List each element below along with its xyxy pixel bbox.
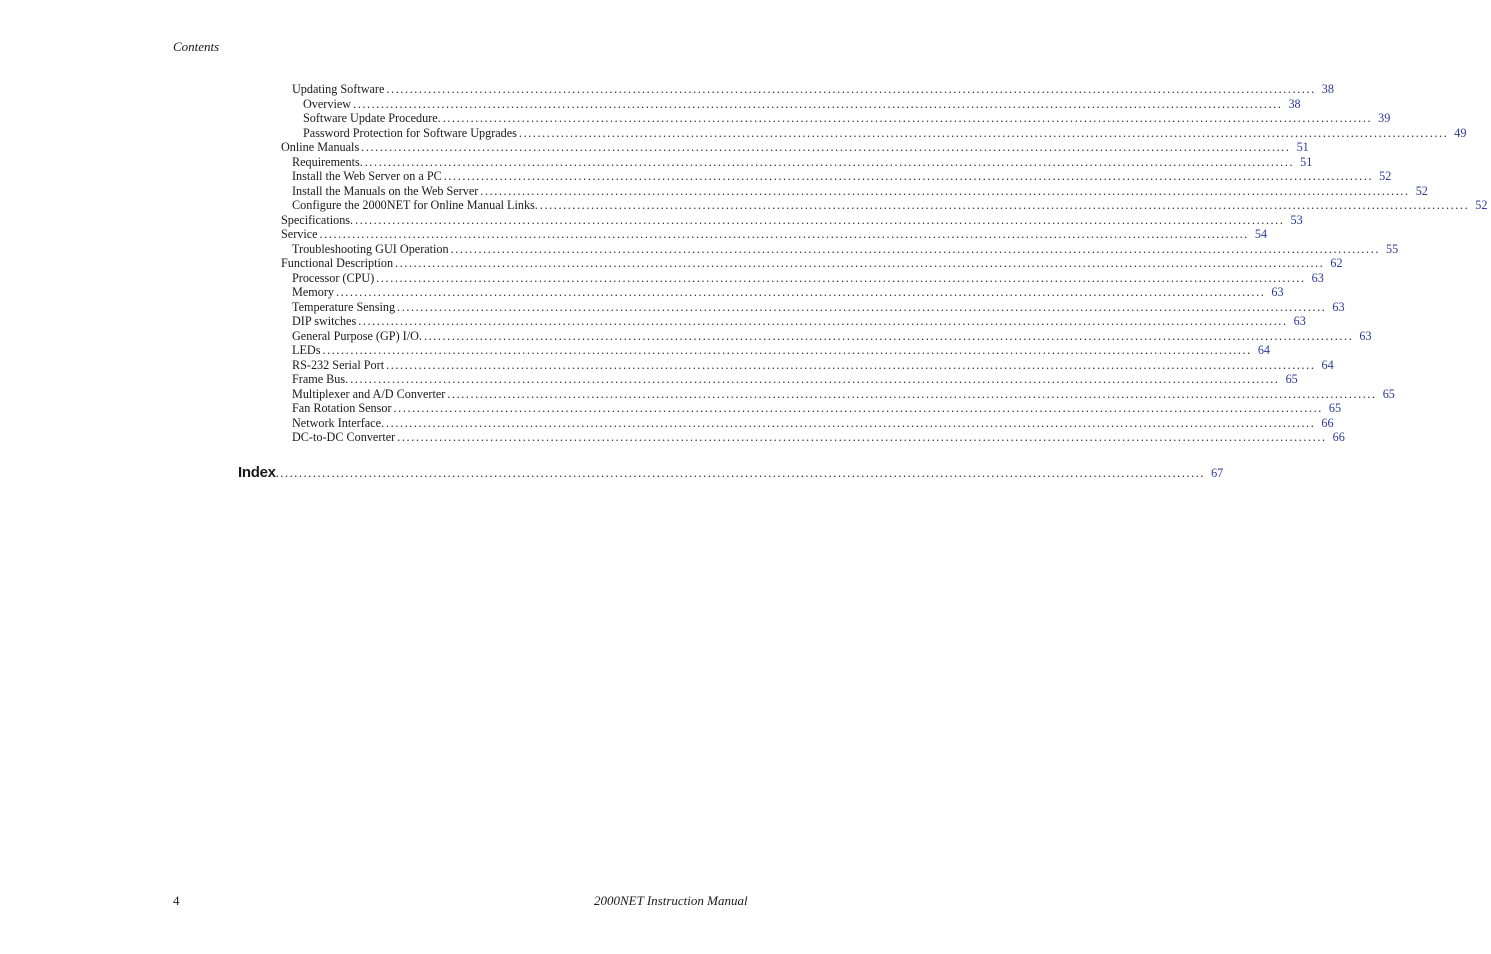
dot-leader: ........................................................................................................................................................................................................ bbox=[361, 140, 1291, 154]
toc-entry-index[interactable] bbox=[238, 464, 1224, 484]
toc-entry-title: Memory bbox=[292, 285, 334, 299]
toc-page-link[interactable]: 52 bbox=[1379, 169, 1392, 183]
toc-entry-title: Functional Description bbox=[281, 256, 394, 270]
toc-entry[interactable] bbox=[292, 328, 1372, 344]
toc-entry-title: Overview bbox=[303, 96, 352, 111]
toc-page-link[interactable]: 55 bbox=[1386, 241, 1399, 256]
dot-leader: ........................................................................................................................................................................................................ bbox=[386, 415, 1316, 430]
toc-page-link[interactable]: 65 bbox=[1382, 386, 1395, 401]
toc-entry-title: Frame Bus. bbox=[292, 372, 349, 386]
page-number: 4 bbox=[173, 893, 180, 908]
toc-entry[interactable] bbox=[292, 198, 1488, 213]
toc-entry-title: Updating Software bbox=[292, 82, 385, 96]
toc-page-link[interactable]: 53 bbox=[1290, 212, 1303, 227]
toc-entry[interactable] bbox=[292, 386, 1395, 402]
toc-entry[interactable] bbox=[281, 227, 1268, 242]
toc-entry[interactable] bbox=[281, 256, 1343, 271]
dot-leader: ........................................................................................................................................................................................................ bbox=[386, 357, 1316, 372]
toc-entry[interactable] bbox=[292, 183, 1428, 199]
toc-entry[interactable] bbox=[303, 125, 1467, 141]
toc-entry-title: DIP switches bbox=[292, 314, 357, 328]
toc-page-link[interactable]: 38 bbox=[1288, 96, 1301, 111]
dot-leader: ........................................................................................................................................................................................................ bbox=[397, 430, 1327, 444]
toc-entry-title: Temperature Sensing bbox=[292, 299, 396, 314]
dot-leader: ........................................................................................................................................................................................................ bbox=[480, 183, 1410, 198]
toc-page-link[interactable]: 66 bbox=[1332, 430, 1345, 444]
toc-entry-title: DC-to-DC Converter bbox=[292, 430, 396, 444]
dot-leader: ........................................................................................................................................................................................................ bbox=[350, 372, 1280, 386]
toc-entry[interactable] bbox=[292, 343, 1270, 358]
dot-leader: ........................................................................................................................................................................................................ bbox=[397, 299, 1327, 314]
toc-entry-title: Install the Web Server on a PC bbox=[292, 169, 442, 183]
dot-leader: ........................................................................................................................................................................................................ bbox=[275, 466, 1206, 480]
dot-leader: ........................................................................................................................................................................................................ bbox=[364, 154, 1295, 169]
toc-entry-title: Software Update Procedure. bbox=[303, 111, 441, 125]
dot-leader: ........................................................................................................................................................................................................ bbox=[518, 125, 1449, 140]
toc-entry[interactable] bbox=[303, 111, 1391, 126]
toc-page-link[interactable]: 62 bbox=[1330, 256, 1343, 270]
toc-page-link[interactable]: 38 bbox=[1321, 82, 1334, 96]
toc-entry-title: Processor (CPU) bbox=[292, 270, 375, 285]
toc-entry[interactable] bbox=[281, 212, 1303, 228]
toc-page-link[interactable]: 66 bbox=[1321, 415, 1334, 430]
toc-page-link[interactable]: 39 bbox=[1378, 111, 1391, 125]
toc-entry[interactable] bbox=[292, 415, 1334, 431]
dot-leader: ........................................................................................................................................................................................................ bbox=[447, 386, 1377, 401]
toc-page-link[interactable]: 63 bbox=[1332, 299, 1345, 314]
dot-leader: ........................................................................................................................................................................................................ bbox=[319, 227, 1249, 241]
toc-entry[interactable] bbox=[292, 285, 1284, 300]
toc-entry[interactable] bbox=[292, 314, 1306, 329]
toc-entry-title: Online Manuals bbox=[281, 140, 360, 154]
dot-leader: ........................................................................................................................................................................................................ bbox=[423, 328, 1354, 343]
toc-page-link[interactable]: 51 bbox=[1300, 154, 1313, 169]
dot-leader: ........................................................................................................................................................................................................ bbox=[443, 169, 1374, 183]
dot-leader: ........................................................................................................................................................................................................ bbox=[335, 285, 1266, 299]
dot-leader: ........................................................................................................................................................................................................ bbox=[539, 198, 1470, 212]
toc-entry[interactable] bbox=[292, 357, 1334, 373]
toc-entry-title: Troubleshooting GUI Operation bbox=[292, 241, 449, 256]
toc-page-link[interactable]: 52 bbox=[1475, 198, 1488, 212]
dot-leader: ........................................................................................................................................................................................................ bbox=[395, 256, 1325, 270]
toc-page-link[interactable]: 65 bbox=[1285, 372, 1298, 386]
toc-page-link[interactable]: 49 bbox=[1454, 125, 1467, 140]
toc-page-link[interactable]: 52 bbox=[1415, 183, 1428, 198]
toc-page-link[interactable]: 63 bbox=[1311, 270, 1324, 285]
toc-entry[interactable] bbox=[292, 372, 1298, 387]
toc-page-link[interactable]: 64 bbox=[1257, 343, 1270, 357]
toc-entry[interactable] bbox=[292, 241, 1399, 257]
dot-leader: ........................................................................................................................................................................................................ bbox=[358, 314, 1288, 328]
toc-entry[interactable] bbox=[281, 140, 1309, 155]
toc-entry-title: Requirements. bbox=[292, 154, 363, 169]
toc-entry[interactable] bbox=[292, 270, 1324, 286]
toc-entry-title: Network Interface. bbox=[292, 415, 385, 430]
toc-entry[interactable] bbox=[292, 430, 1345, 445]
dot-leader: ........................................................................................................................................................................................................ bbox=[386, 82, 1316, 96]
toc-entry-title: Multiplexer and A/D Converter bbox=[292, 386, 446, 401]
toc-entry-title: Fan Rotation Sensor bbox=[292, 401, 392, 415]
toc-entry-title: General Purpose (GP) I/O. bbox=[292, 328, 422, 343]
toc-entry-title: Install the Manuals on the Web Server bbox=[292, 183, 479, 198]
toc-entry-title: LEDs bbox=[292, 343, 321, 357]
dot-leader: ........................................................................................................................................................................................................ bbox=[442, 111, 1373, 125]
toc-entry-title: Index bbox=[238, 464, 276, 481]
toc-entry-title: Service bbox=[281, 227, 318, 241]
toc-entry[interactable] bbox=[292, 401, 1342, 416]
toc-page-link[interactable]: 54 bbox=[1254, 227, 1268, 241]
toc-page-link[interactable]: 65 bbox=[1328, 401, 1342, 415]
dot-leader: ........................................................................................................................................................................................................ bbox=[353, 96, 1283, 111]
toc-entry[interactable] bbox=[303, 96, 1301, 112]
toc-entry[interactable] bbox=[292, 299, 1345, 315]
toc-entry[interactable] bbox=[292, 82, 1334, 97]
dot-leader: ........................................................................................................................................................................................................ bbox=[322, 343, 1252, 357]
toc-page-link[interactable]: 67 bbox=[1211, 466, 1224, 480]
dot-leader: ........................................................................................................................................................................................................ bbox=[376, 270, 1306, 285]
manual-title: 2000NET Instruction Manual bbox=[594, 893, 748, 908]
toc-page-link[interactable]: 64 bbox=[1321, 357, 1334, 372]
running-header: Contents bbox=[173, 39, 220, 54]
toc-page-link[interactable]: 63 bbox=[1271, 285, 1284, 299]
toc-page-link[interactable]: 63 bbox=[1359, 328, 1372, 343]
dot-leader: ........................................................................................................................................................................................................ bbox=[355, 212, 1285, 227]
toc-entry-title: RS-232 Serial Port bbox=[292, 357, 385, 372]
dot-leader: ........................................................................................................................................................................................................ bbox=[393, 401, 1323, 415]
toc-entry-title: Password Protection for Software Upgrades bbox=[303, 125, 517, 140]
toc-entry[interactable] bbox=[292, 169, 1392, 184]
toc-entry-title: Configure the 2000NET for Online Manual Links. bbox=[292, 198, 538, 212]
toc-page-link[interactable]: 63 bbox=[1293, 314, 1306, 328]
toc-page-link[interactable]: 51 bbox=[1296, 140, 1309, 154]
dot-leader: ........................................................................................................................................................................................................ bbox=[450, 241, 1380, 256]
toc-entry[interactable] bbox=[292, 154, 1313, 170]
toc-entry-title: Specifications. bbox=[281, 212, 354, 227]
